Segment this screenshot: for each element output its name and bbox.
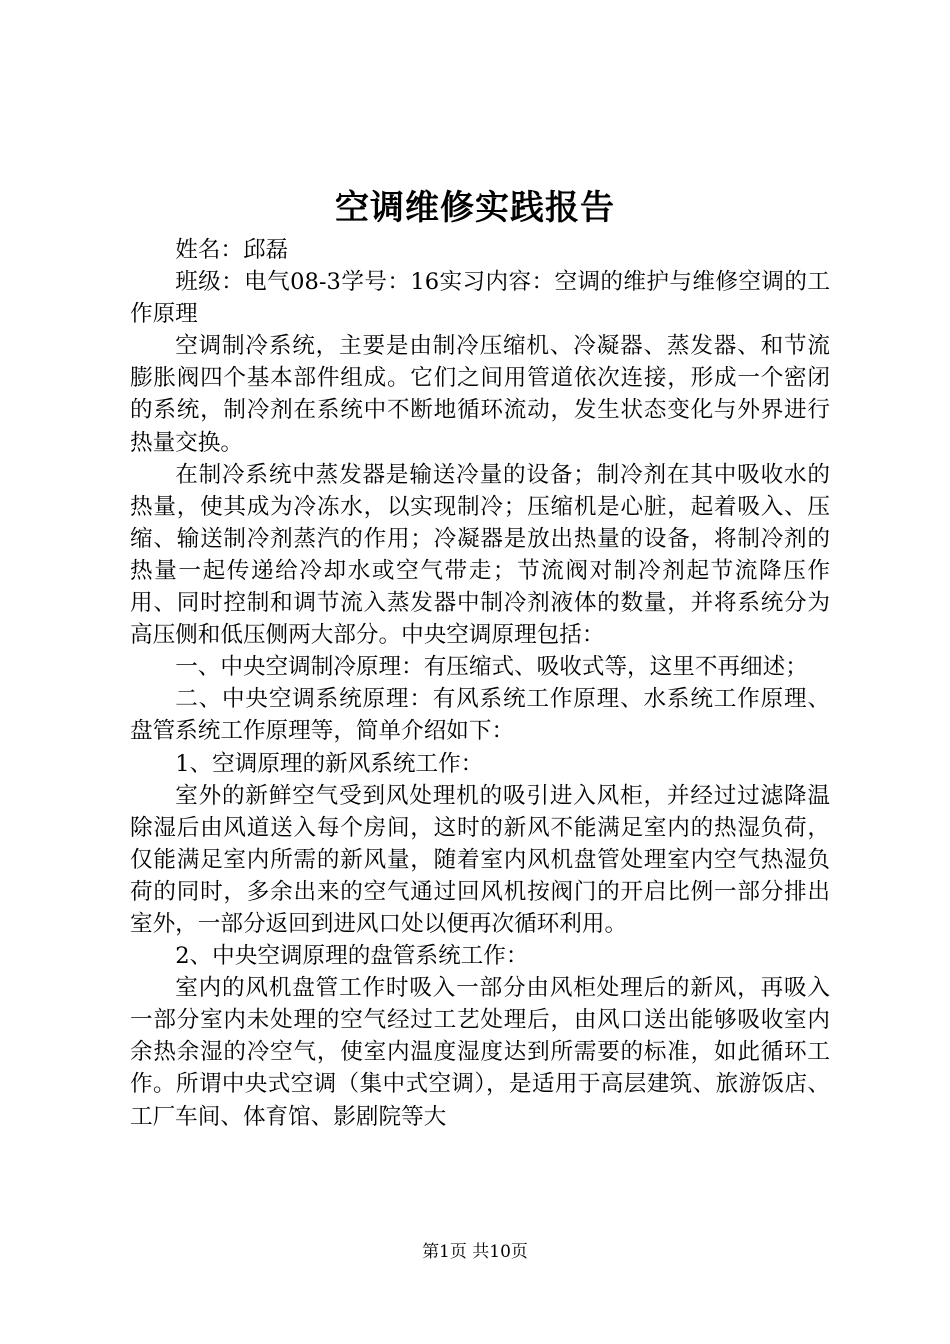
paragraph-class-info: 班级：电气08-3学号：16实习内容：空调的维护与维修空调的工作原理	[130, 269, 830, 328]
paragraph-coil-heading: 2、中央空调原理的盘管系统工作：	[175, 943, 529, 970]
paragraph-name: 姓名：邱磊	[175, 237, 289, 263]
paragraph-fresh-air-heading: 1、空调原理的新风系统工作：	[175, 750, 484, 777]
paragraph-components: 在制冷系统中蒸发器是输送冷量的设备；制冷剂在其中吸收水的热量，使其成为冷冻水，以实现制冷；压缩机是心脏，起着吸入、压缩、输送制冷剂蒸汽的作用；冷凝器是放出热量的设备，将制冷剂的热量一起传递给冷却水或空气带走；节流阀对制冷剂起节流降压作用、同时控制和调节流入蒸发器中制冷剂液体的数量，并将系统分为高压侧和低压侧两大部分。中央空调原理包括：	[130, 461, 830, 649]
document-body	[130, 234, 830, 1133]
document-title: 空调维修实践报告	[335, 188, 615, 228]
paragraph-refrigeration-system: 空调制冷系统，主要是由制冷压缩机、冷凝器、蒸发器、和节流膨胀阀四个基本部件组成。它们之间用管道依次连接，形成一个密闭的系统，制冷剂在系统中不断地循环流动，发生状态变化与外界进行热量交换。	[130, 333, 830, 456]
paragraph-coil: 室内的风机盘管工作时吸入一部分由风柜处理后的新风，再吸入一部分室内未处理的空气经过工艺处理后，由风口送出能够吸收室内余热余湿的冷空气，使室内温度湿度达到所需要的标准，如此循环工作。所谓中央式空调（集中式空调），是适用于高层建筑、旅游饭店、工厂车间、体育馆、影剧院等大	[130, 975, 830, 1130]
paragraph-fresh-air: 室外的新鲜空气受到风处理机的吸引进入风柜，并经过过滤降温除湿后由风道送入每个房间，这时的新风不能满足室内的热湿负荷，仅能满足室内所需的新风量，随着室内风机盘管处理室内空气热湿负荷的同时，多余出来的空气通过回风机按阀门的开启比例一部分排出室外，一部分返回到进风口处以便再次循环利用。	[130, 782, 830, 937]
paragraph-cooling-principle: 一、中央空调制冷原理：有压缩式、吸收式等，这里不再细述；	[175, 654, 808, 681]
paragraph-system-principle: 二、中央空调系统原理：有风系统工作原理、水系统工作原理、盘管系统工作原理等，简单介绍如下：	[130, 686, 830, 745]
page-footer: 第1页 共10页	[422, 1242, 528, 1262]
